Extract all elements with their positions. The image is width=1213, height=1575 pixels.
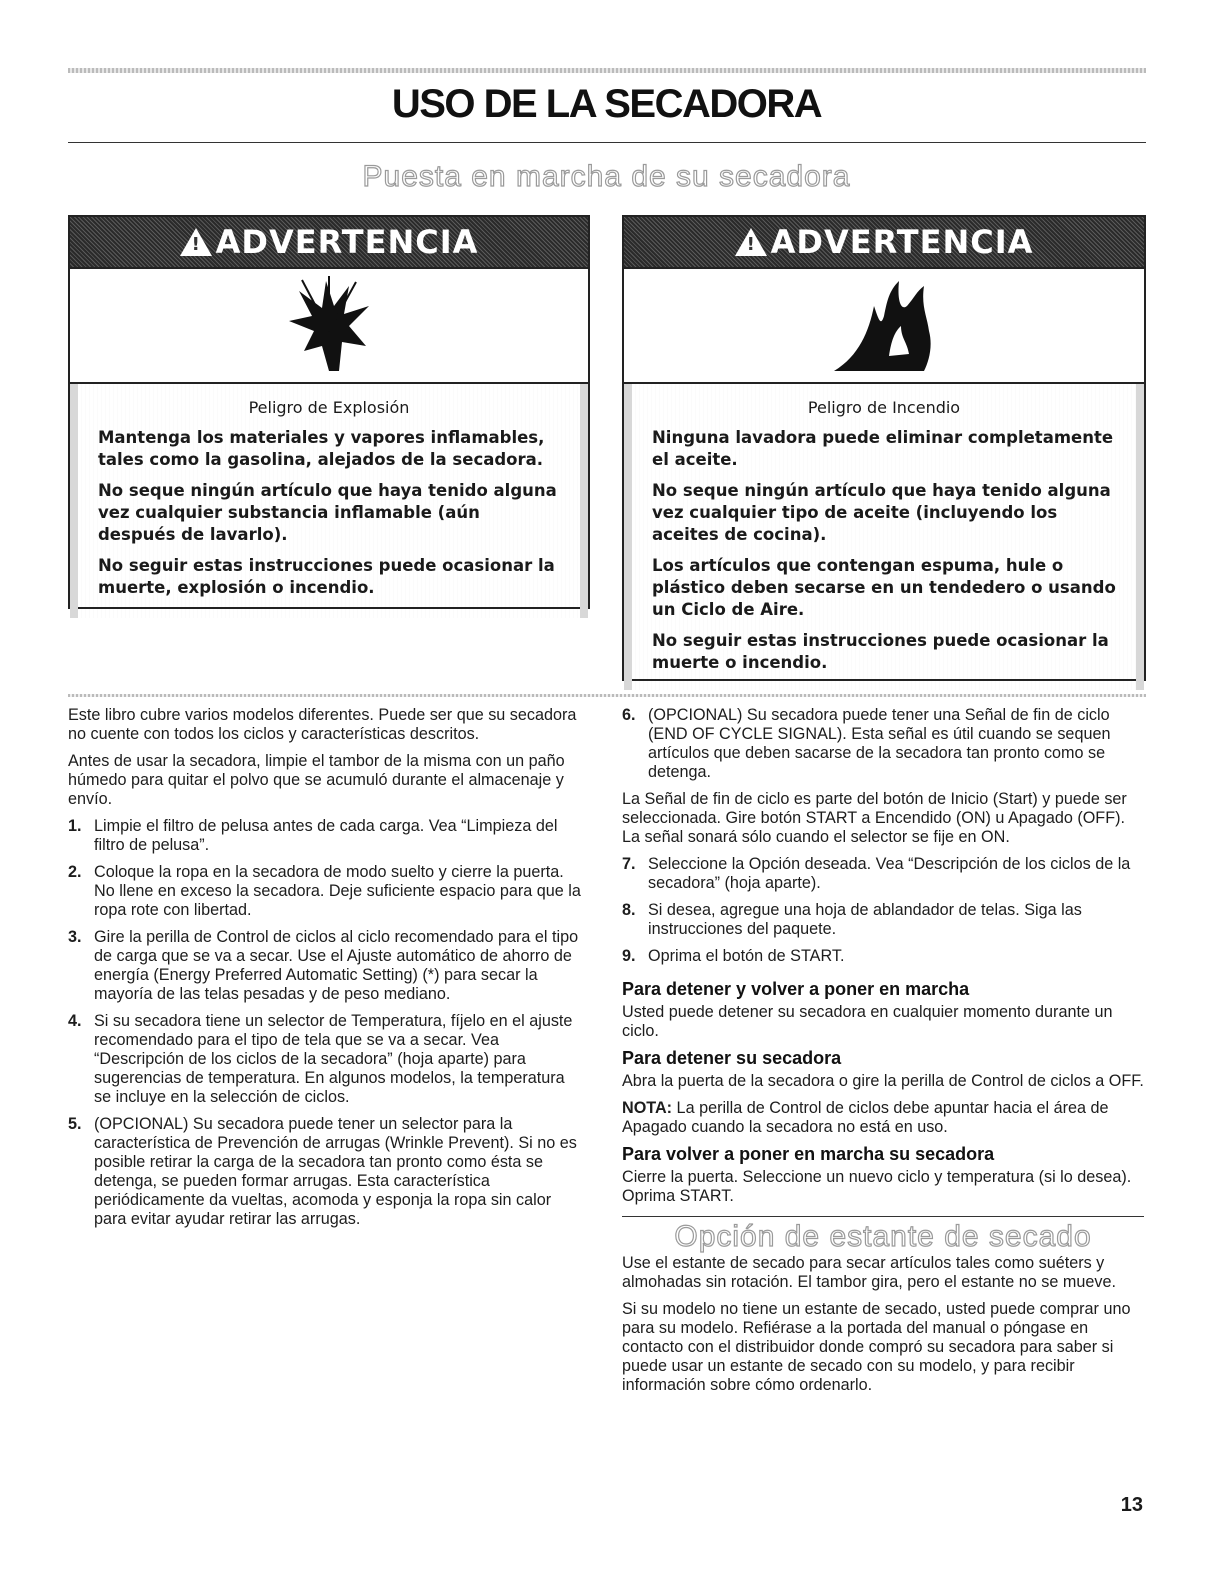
rack-paragraph: Use el estante de secado para secar artículos tales como suéters y almohadas sin rotación. El tambor gira, pero el estante no se mueve. bbox=[622, 1254, 1116, 1291]
nota-paragraph bbox=[622, 1099, 1144, 1137]
warning-header bbox=[624, 217, 1144, 269]
step-number: 5. bbox=[68, 1115, 82, 1133]
step-number: 1. bbox=[68, 817, 82, 835]
stop-heading: Para detener su secadora bbox=[622, 1048, 842, 1068]
step-number: 6. bbox=[622, 706, 636, 724]
step-text: Coloque la ropa en la secadora de modo suelto y cierre la puerta. No llene en exceso la secadora. Deje suficiente espacio para que la ropa rote con libertad. bbox=[94, 863, 581, 919]
stop-restart-heading: Para detener y volver a poner en marcha bbox=[622, 979, 970, 999]
list-item bbox=[68, 1012, 586, 1107]
list-item bbox=[622, 947, 1144, 966]
right-column bbox=[622, 706, 1144, 1403]
warning-box-fire bbox=[622, 215, 1146, 681]
warning-triangle-icon bbox=[180, 228, 212, 256]
step-text: Si su secadora tiene un selector de Temperatura, fíjelo en el ajuste recomendado para el tipo de tela que se va a secar. Vea “Descripción de los ciclos de la secadora” (hoja aparte) para sugerencias de temperatura. En algunos modelos, la temperatura se incluye en la selección de ciclos. bbox=[94, 1012, 573, 1106]
warning-paragraph: No seque ningún artículo que haya tenido alguna vez cualquier substancia inflamable (aún después de lavarlo). bbox=[98, 481, 557, 544]
intro-paragraph: Antes de usar la secadora, limpie el tambor de la misma con un paño húmedo para quitar el polvo que se acumuló durante el almacenaje y envío. bbox=[68, 752, 565, 808]
step-number: 2. bbox=[68, 863, 82, 881]
step-number: 3. bbox=[68, 928, 82, 946]
drying-rack-title: Opción de estante de secado bbox=[674, 1220, 1092, 1253]
step-number: 7. bbox=[622, 855, 636, 873]
list-item bbox=[68, 1115, 586, 1229]
step-text: Oprima el botón de START. bbox=[648, 947, 845, 965]
warning-paragraph: No seguir estas instrucciones puede ocasionar la muerte o incendio. bbox=[652, 631, 1109, 672]
list-item bbox=[68, 817, 586, 855]
restart-heading: Para volver a poner en marcha su secadora bbox=[622, 1144, 995, 1164]
warning-triangle-icon bbox=[735, 228, 767, 256]
warning-paragraph: No seque ningún artículo que haya tenido alguna vez cualquier tipo de aceite (incluyendo los aceites de cocina). bbox=[652, 481, 1111, 544]
list-item bbox=[622, 855, 1144, 893]
step-subparagraph: La Señal de fin de ciclo es parte del botón de Inicio (Start) y puede ser seleccionada. Gire botón START a Encendido (ON) u Apagado (OFF). La señal sonará sólo cuando el selector se fije en ON. bbox=[622, 790, 1127, 846]
step-number: 8. bbox=[622, 901, 636, 919]
step-text: Limpie el filtro de pelusa antes de cada carga. Vea “Limpieza del filtro de pelusa”. bbox=[94, 817, 558, 854]
fire-icon bbox=[829, 276, 939, 376]
intro-paragraph: Este libro cubre varios modelos diferentes. Puede ser que su secadora no cuente con todos los ciclos y características descritos. bbox=[68, 706, 577, 743]
step-number: 4. bbox=[68, 1012, 82, 1030]
list-item bbox=[68, 928, 586, 1004]
list-item bbox=[622, 706, 1144, 782]
warning-pictogram-area bbox=[624, 269, 1144, 384]
section-subtitle: Puesta en marcha de su secadora bbox=[362, 160, 851, 193]
step-text: Gire la perilla de Control de ciclos al ciclo recomendado para el tipo de carga que se va a secar. Use el Ajuste automático de ahorro de energía (Energy Preferred Automatic Setting) (*) para secar la mayoría de las telas pesadas y de peso mediano. bbox=[94, 928, 579, 1003]
stop-text: Abra la puerta de la secadora o gire la perilla de Control de ciclos a OFF. bbox=[622, 1072, 1144, 1090]
warning-heading: ADVERTENCIA bbox=[215, 223, 479, 261]
warning-heading: ADVERTENCIA bbox=[770, 223, 1034, 261]
warning-paragraph: Los artículos que contengan espuma, hule o plástico deben secarse en un tendedero o usando un Ciclo de Aire. bbox=[652, 556, 1116, 619]
rack-rule bbox=[622, 1216, 1144, 1217]
list-item bbox=[68, 863, 586, 920]
step-text: (OPCIONAL) Su secadora puede tener una Señal de fin de ciclo (END OF CYCLE SIGNAL). Esta señal es útil cuando se sequen artículos que deben sacarse de la secadora tan pronto como se detenga. bbox=[648, 706, 1111, 781]
rack-paragraph: Si su modelo no tiene un estante de secado, usted puede comprar uno para su modelo. Refiérase a la portada del manual o póngase en contacto con el distribuidor donde compró su secadora para saber si puede usar un estante de secado con su modelo, y para recibir información sobre cómo ordenarlo. bbox=[622, 1300, 1131, 1394]
warning-paragraph: No seguir estas instrucciones puede ocasionar la muerte, explosión o incendio. bbox=[98, 556, 555, 597]
stop-restart-text: Usted puede detener su secadora en cualquier momento durante un ciclo. bbox=[622, 1003, 1113, 1040]
step-text: Si desea, agregue una hoja de ablandador de telas. Siga las instrucciones del paquete. bbox=[648, 901, 1082, 938]
warning-subheading: Peligro de Explosión bbox=[248, 398, 410, 417]
warning-pictogram-area bbox=[70, 269, 588, 384]
list-item bbox=[622, 901, 1144, 939]
warning-header bbox=[70, 217, 588, 269]
section-divider bbox=[68, 694, 1146, 697]
warning-box-explosion bbox=[68, 215, 590, 609]
warning-subheading: Peligro de Incendio bbox=[807, 398, 961, 417]
nota-label: NOTA: bbox=[622, 1099, 673, 1117]
page-title: USO DE LA SECADORA bbox=[391, 82, 822, 126]
nota-text: La perilla de Control de ciclos debe apuntar hacia el área de Apagado cuando la secadora no está en uso. bbox=[622, 1099, 1109, 1136]
page-number: 13 bbox=[1120, 1494, 1143, 1516]
left-column bbox=[68, 706, 586, 1237]
step-text: (OPCIONAL) Su secadora puede tener un selector para la característica de Prevención de arrugas (Wrinkle Prevent). Si no es posible retirar la carga de la secadora tan pronto como ésta se detenga, se pueden formar arrugas. Esta característica periódicamente da vueltas, acomoda y esponja la ropa sin calor para evitar ayudar retirar las arrugas. bbox=[94, 1115, 577, 1228]
warning-paragraph: Ninguna lavadora puede eliminar completamente el aceite. bbox=[652, 428, 1114, 469]
title-rule bbox=[68, 142, 1146, 143]
top-rule bbox=[68, 68, 1146, 73]
warning-body bbox=[624, 384, 1144, 690]
warning-body bbox=[70, 384, 588, 618]
warning-paragraph: Mantenga los materiales y vapores inflamables, tales como la gasolina, alejados de la secadora. bbox=[98, 428, 545, 469]
restart-text: Cierre la puerta. Seleccione un nuevo ciclo y temperatura (si lo desea). Oprima START. bbox=[622, 1168, 1132, 1205]
step-text: Seleccione la Opción deseada. Vea “Descripción de los ciclos de la secadora” (hoja aparte). bbox=[648, 855, 1131, 892]
explosion-icon bbox=[284, 276, 374, 376]
step-number: 9. bbox=[622, 947, 636, 965]
